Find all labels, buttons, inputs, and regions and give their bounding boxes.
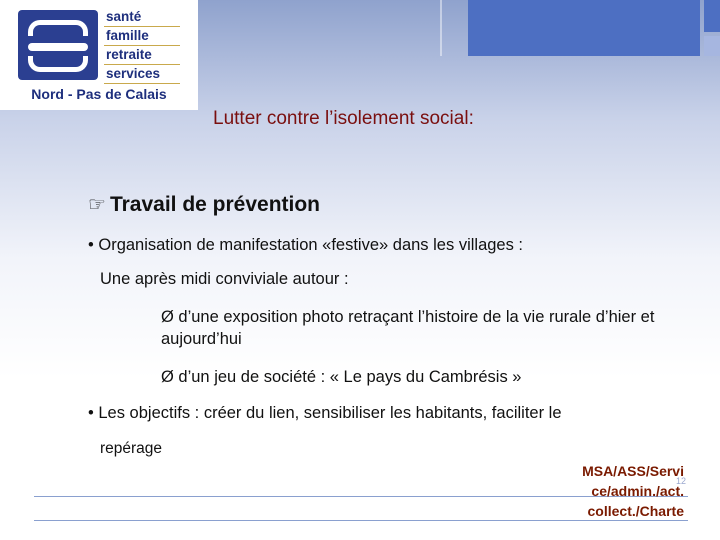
header-decoration xyxy=(468,0,720,56)
footer-line: MSA/ASS/Servi xyxy=(582,463,684,479)
logo-word: services xyxy=(104,65,180,84)
text-reperage: repérage xyxy=(100,440,163,457)
subtitle-text: Travail de prévention xyxy=(109,193,321,216)
subtitle xyxy=(88,192,320,217)
logo-region: Nord - Pas de Calais xyxy=(31,86,167,102)
logo-word: famille xyxy=(104,27,180,46)
decor-block xyxy=(468,0,700,56)
logo-word: santé xyxy=(104,8,180,27)
logo-word: retraite xyxy=(104,46,180,65)
footer-line: ce/admin./act. xyxy=(591,483,684,499)
page-number: 12 xyxy=(676,476,687,486)
decor-block xyxy=(704,36,720,56)
decor-block xyxy=(704,0,720,32)
footer-reference xyxy=(534,461,687,521)
sub-bullet-exposition: Ø d’une exposition photo retraçant l’histoire de la vie rurale d’hier et aujourd’hui xyxy=(161,308,655,348)
sub-bullet-jeu: Ø d’un jeu de société : « Le pays du Cambrésis » xyxy=(161,368,522,386)
text-apres-midi: Une après midi conviviale autour : xyxy=(100,270,349,288)
logo-words xyxy=(104,8,180,84)
slide-title: Lutter contre l’isolement social: xyxy=(213,108,474,129)
bullet-objectifs: • Les objectifs : créer du lien, sensibiliser les habitants, faciliter le xyxy=(88,404,562,422)
footer-line: collect./Charte xyxy=(587,503,684,519)
msa-logo-mark xyxy=(18,10,98,80)
bullet-organisation: • Organisation de manifestation «festive» dans les villages : xyxy=(88,236,524,254)
msa-logo xyxy=(0,0,198,110)
pointing-hand-icon: ☞ xyxy=(88,194,106,216)
decor-line xyxy=(440,0,442,56)
